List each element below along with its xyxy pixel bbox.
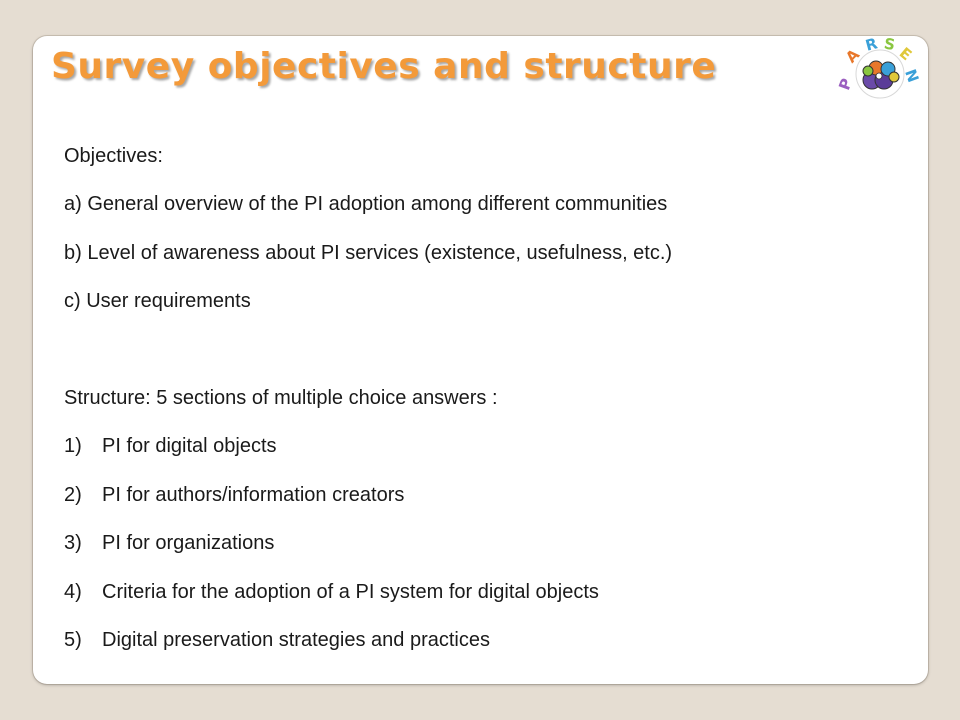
structure-item <box>64 531 904 555</box>
objective-item-c: c) User requirements <box>64 290 251 313</box>
slide-body <box>64 144 904 676</box>
structure-item-text: PI for digital objects <box>102 435 277 458</box>
objective-item-a: a) General overview of the PI adoption among different communities <box>64 193 668 216</box>
section-spacer <box>64 338 904 386</box>
slide-title: Survey objectives and structure <box>51 46 717 87</box>
svg-text:N: N <box>901 66 923 85</box>
structure-item-text: Digital preservation strategies and practices <box>102 628 490 651</box>
svg-text:S: S <box>882 34 897 55</box>
structure-item-number: 1) <box>64 435 82 458</box>
structure-item-number: 4) <box>64 580 82 603</box>
svg-text:E: E <box>895 43 916 65</box>
structure-item-text: Criteria for the adoption of a PI system for digital objects <box>102 580 599 603</box>
objectives-heading: Objectives: <box>64 145 163 167</box>
svg-text:A: A <box>842 45 864 67</box>
structure-item-number: 2) <box>64 483 82 506</box>
structure-item <box>64 580 904 604</box>
svg-text:P: P <box>835 76 856 93</box>
structure-item <box>64 628 904 652</box>
parsen-logo-icon <box>835 34 923 102</box>
structure-item-text: PI for organizations <box>102 532 275 555</box>
structure-item-number: 3) <box>64 532 82 555</box>
objective-item-b: b) Level of awareness about PI services (existence, usefulness, etc.) <box>64 241 673 264</box>
structure-item-text: PI for authors/information creators <box>102 483 405 506</box>
structure-heading: Structure: 5 sections of multiple choice answers : <box>64 386 498 409</box>
svg-text:R: R <box>863 34 880 55</box>
structure-item <box>64 483 904 507</box>
structure-item <box>64 434 904 458</box>
structure-item-number: 5) <box>64 628 82 651</box>
